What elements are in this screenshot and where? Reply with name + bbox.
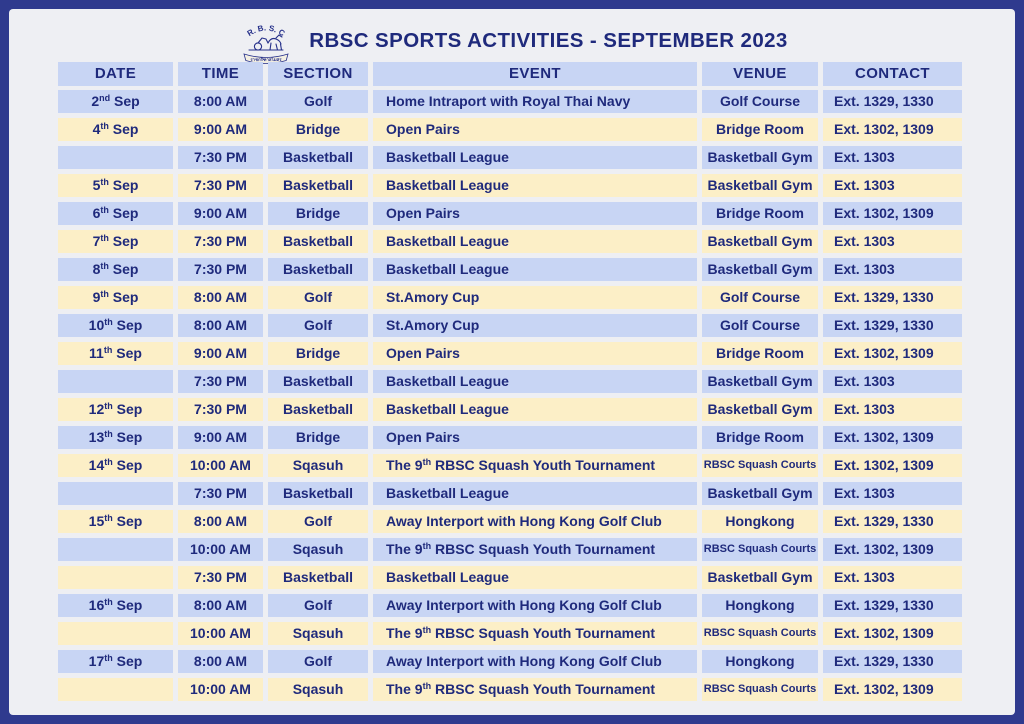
cell-event: The 9th RBSC Squash Youth Tournament: [373, 678, 697, 701]
cell-contact: Ext. 1329, 1330: [823, 90, 962, 113]
table-row: [58, 454, 965, 477]
cell-date: 12th Sep: [58, 398, 173, 421]
table-row: [58, 650, 965, 673]
cell-event: Open Pairs: [373, 202, 697, 225]
cell-contact: Ext. 1303: [823, 482, 962, 505]
table-row: [58, 230, 965, 253]
cell-section: Sqasuh: [268, 538, 368, 561]
cell-venue: RBSC Squash Courts: [702, 538, 818, 561]
cell-venue: Golf Course: [702, 90, 818, 113]
cell-venue: Basketball Gym: [702, 174, 818, 197]
cell-section: Basketball: [268, 566, 368, 589]
cell-venue: Basketball Gym: [702, 370, 818, 393]
cell-date: 16th Sep: [58, 594, 173, 617]
cell-event: St.Amory Cup: [373, 314, 697, 337]
table-row: [58, 258, 965, 281]
table-row: [58, 678, 965, 701]
table-row: [58, 370, 965, 393]
table-row: [58, 90, 965, 113]
cell-venue: Golf Course: [702, 286, 818, 309]
cell-date: [58, 566, 173, 589]
cell-venue: Basketball Gym: [702, 398, 818, 421]
cell-venue: Hongkong: [702, 594, 818, 617]
cell-section: Basketball: [268, 482, 368, 505]
cell-contact: Ext. 1302, 1309: [823, 678, 962, 701]
cell-date: 13th Sep: [58, 426, 173, 449]
cell-event: Basketball League: [373, 398, 697, 421]
cell-time: 7:30 PM: [178, 370, 263, 393]
cell-time: 8:00 AM: [178, 90, 263, 113]
cell-section: Golf: [268, 650, 368, 673]
cell-contact: Ext. 1329, 1330: [823, 510, 962, 533]
cell-time: 10:00 AM: [178, 678, 263, 701]
cell-contact: Ext. 1302, 1309: [823, 342, 962, 365]
cell-time: 9:00 AM: [178, 342, 263, 365]
cell-contact: Ext. 1303: [823, 258, 962, 281]
cell-time: 7:30 PM: [178, 230, 263, 253]
cell-contact: Ext. 1303: [823, 370, 962, 393]
table-row: [58, 398, 965, 421]
cell-event: Basketball League: [373, 146, 697, 169]
cell-event: Home Intraport with Royal Thai Navy: [373, 90, 697, 113]
cell-time: 10:00 AM: [178, 622, 263, 645]
cell-section: Basketball: [268, 370, 368, 393]
cell-contact: Ext. 1329, 1330: [823, 286, 962, 309]
cell-date: 5th Sep: [58, 174, 173, 197]
column-header-section: SECTION: [268, 62, 368, 86]
logo-thai-text: ราชกรีฑาสโมสร: [250, 56, 282, 62]
cell-event: Basketball League: [373, 370, 697, 393]
cell-section: Golf: [268, 90, 368, 113]
cell-date: 6th Sep: [58, 202, 173, 225]
cell-time: 9:00 AM: [178, 202, 263, 225]
cell-venue: Hongkong: [702, 650, 818, 673]
cell-date: 2nd Sep: [58, 90, 173, 113]
cell-section: Golf: [268, 510, 368, 533]
cell-event: St.Amory Cup: [373, 286, 697, 309]
cell-event: Open Pairs: [373, 118, 697, 141]
cell-time: 7:30 PM: [178, 258, 263, 281]
cell-contact: Ext. 1303: [823, 398, 962, 421]
cell-date: 11th Sep: [58, 342, 173, 365]
cell-date: [58, 146, 173, 169]
cell-event: Basketball League: [373, 230, 697, 253]
cell-section: Sqasuh: [268, 454, 368, 477]
table-row: [58, 622, 965, 645]
table-row: [58, 426, 965, 449]
cell-venue: Golf Course: [702, 314, 818, 337]
cell-contact: Ext. 1302, 1309: [823, 118, 962, 141]
column-header-time: TIME: [178, 62, 263, 86]
cell-time: 9:00 AM: [178, 426, 263, 449]
cell-venue: RBSC Squash Courts: [702, 678, 818, 701]
cell-time: 8:00 AM: [178, 510, 263, 533]
table-row: [58, 314, 965, 337]
cell-venue: Bridge Room: [702, 426, 818, 449]
cell-time: 7:30 PM: [178, 482, 263, 505]
logo-initials: R. B. S. C: [245, 22, 287, 38]
cell-contact: Ext. 1303: [823, 146, 962, 169]
cell-contact: Ext. 1302, 1309: [823, 202, 962, 225]
table-body: [58, 90, 965, 701]
cell-event: Basketball League: [373, 258, 697, 281]
cell-event: Basketball League: [373, 566, 697, 589]
cell-date: [58, 678, 173, 701]
cell-date: 14th Sep: [58, 454, 173, 477]
cell-time: 7:30 PM: [178, 398, 263, 421]
column-header-venue: VENUE: [702, 62, 818, 86]
cell-event: Away Interport with Hong Kong Golf Club: [373, 594, 697, 617]
cell-contact: Ext. 1329, 1330: [823, 650, 962, 673]
cell-event: Away Interport with Hong Kong Golf Club: [373, 510, 697, 533]
cell-venue: Hongkong: [702, 510, 818, 533]
cell-time: 10:00 AM: [178, 454, 263, 477]
table-row: [58, 174, 965, 197]
table-header-row: [58, 62, 965, 86]
activities-table: [58, 62, 965, 706]
cell-event: Basketball League: [373, 482, 697, 505]
cell-date: [58, 622, 173, 645]
cell-contact: Ext. 1302, 1309: [823, 426, 962, 449]
cell-date: 4th Sep: [58, 118, 173, 141]
table-row: [58, 538, 965, 561]
cell-contact: Ext. 1329, 1330: [823, 314, 962, 337]
cell-time: 8:00 AM: [178, 286, 263, 309]
table-row: [58, 510, 965, 533]
cell-section: Bridge: [268, 342, 368, 365]
cell-section: Sqasuh: [268, 622, 368, 645]
cell-date: [58, 482, 173, 505]
cell-venue: RBSC Squash Courts: [702, 622, 818, 645]
cell-section: Bridge: [268, 202, 368, 225]
carriage-horse-illustration-icon: [249, 35, 283, 50]
cell-venue: Basketball Gym: [702, 482, 818, 505]
cell-section: Golf: [268, 594, 368, 617]
cell-time: 8:00 AM: [178, 314, 263, 337]
cell-date: 15th Sep: [58, 510, 173, 533]
cell-date: 10th Sep: [58, 314, 173, 337]
cell-time: 9:00 AM: [178, 118, 263, 141]
poster-header: [9, 15, 1015, 67]
cell-date: 17th Sep: [58, 650, 173, 673]
cell-venue: Bridge Room: [702, 342, 818, 365]
cell-contact: Ext. 1329, 1330: [823, 594, 962, 617]
table-row: [58, 202, 965, 225]
cell-section: Sqasuh: [268, 678, 368, 701]
cell-section: Basketball: [268, 146, 368, 169]
rbsc-crest-logo: [236, 18, 296, 65]
cell-time: 8:00 AM: [178, 650, 263, 673]
column-header-event: EVENT: [373, 62, 697, 86]
cell-venue: Basketball Gym: [702, 230, 818, 253]
cell-venue: Bridge Room: [702, 118, 818, 141]
table-row: [58, 482, 965, 505]
table-row: [58, 594, 965, 617]
cell-event: The 9th RBSC Squash Youth Tournament: [373, 454, 697, 477]
table-row: [58, 342, 965, 365]
cell-time: 8:00 AM: [178, 594, 263, 617]
cell-date: 8th Sep: [58, 258, 173, 281]
cell-section: Basketball: [268, 258, 368, 281]
cell-contact: Ext. 1303: [823, 566, 962, 589]
cell-time: 7:30 PM: [178, 146, 263, 169]
table-row: [58, 286, 965, 309]
cell-contact: Ext. 1303: [823, 230, 962, 253]
cell-event: Basketball League: [373, 174, 697, 197]
cell-time: 10:00 AM: [178, 538, 263, 561]
table-row: [58, 566, 965, 589]
cell-date: [58, 538, 173, 561]
poster-panel: [9, 9, 1015, 715]
cell-venue: Basketball Gym: [702, 258, 818, 281]
cell-contact: Ext. 1303: [823, 174, 962, 197]
cell-event: Open Pairs: [373, 342, 697, 365]
cell-section: Golf: [268, 286, 368, 309]
cell-section: Bridge: [268, 118, 368, 141]
column-header-contact: CONTACT: [823, 62, 962, 86]
cell-contact: Ext. 1302, 1309: [823, 454, 962, 477]
cell-contact: Ext. 1302, 1309: [823, 538, 962, 561]
cell-event: Open Pairs: [373, 426, 697, 449]
cell-venue: Basketball Gym: [702, 566, 818, 589]
table-row: [58, 118, 965, 141]
cell-date: 9th Sep: [58, 286, 173, 309]
cell-event: The 9th RBSC Squash Youth Tournament: [373, 622, 697, 645]
cell-section: Basketball: [268, 230, 368, 253]
cell-venue: Basketball Gym: [702, 146, 818, 169]
cell-date: 7th Sep: [58, 230, 173, 253]
cell-section: Basketball: [268, 398, 368, 421]
cell-section: Basketball: [268, 174, 368, 197]
cell-section: Bridge: [268, 426, 368, 449]
table-row: [58, 146, 965, 169]
column-header-date: DATE: [58, 62, 173, 86]
cell-venue: Bridge Room: [702, 202, 818, 225]
cell-date: [58, 370, 173, 393]
cell-time: 7:30 PM: [178, 174, 263, 197]
cell-event: The 9th RBSC Squash Youth Tournament: [373, 538, 697, 561]
cell-event: Away Interport with Hong Kong Golf Club: [373, 650, 697, 673]
cell-contact: Ext. 1302, 1309: [823, 622, 962, 645]
cell-time: 7:30 PM: [178, 566, 263, 589]
cell-section: Golf: [268, 314, 368, 337]
page-title: RBSC SPORTS ACTIVITIES - SEPTEMBER 2023: [309, 29, 788, 52]
cell-venue: RBSC Squash Courts: [702, 454, 818, 477]
